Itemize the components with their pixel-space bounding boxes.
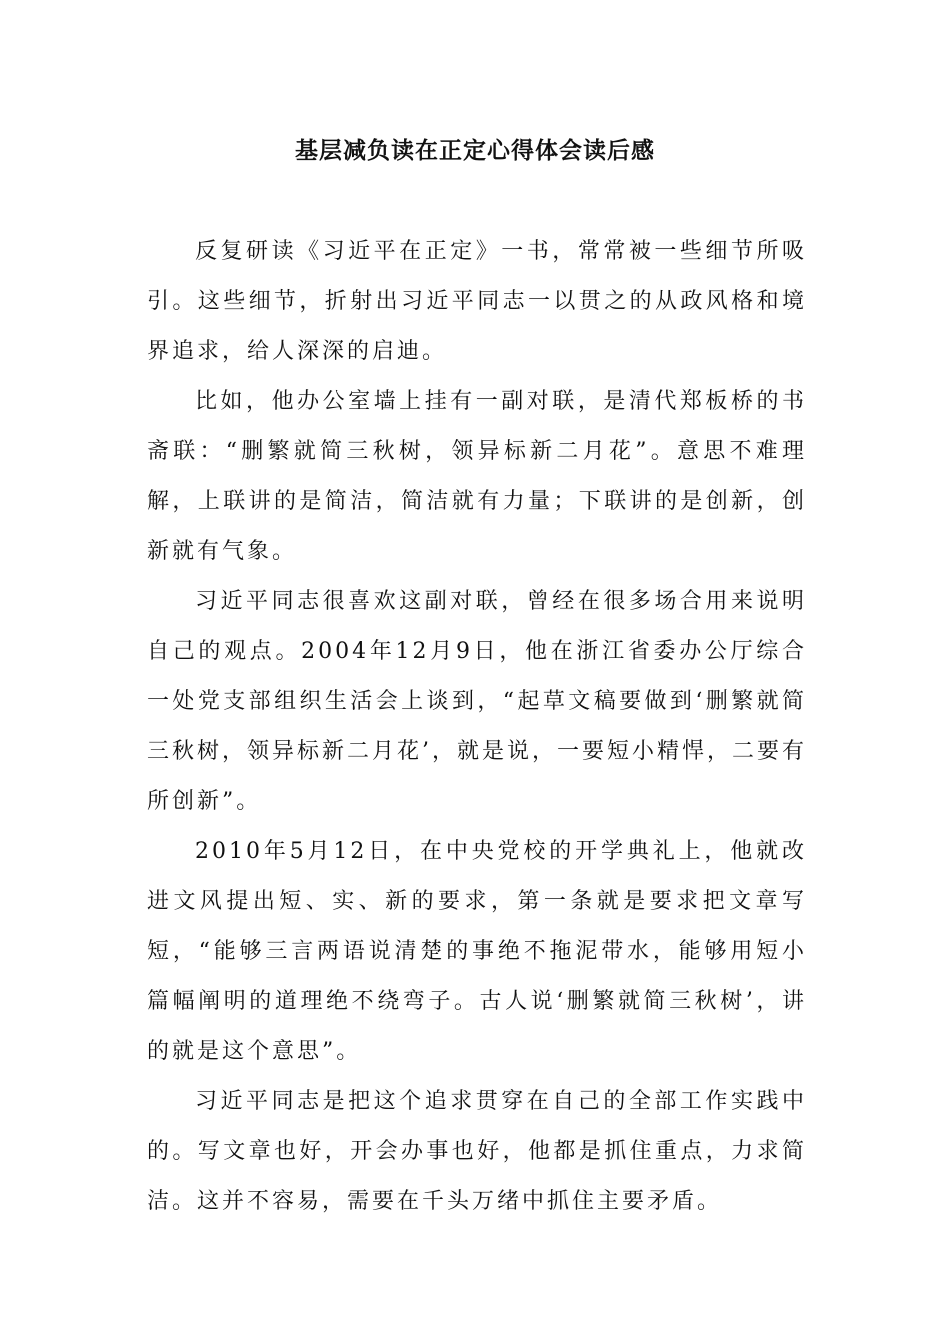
paragraph-3: 习近平同志很喜欢这副对联，曾经在很多场合用来说明自己的观点。2004年12月9日，他在浙江省委办公厅综合一处党支部组织生活会上谈到，“起草文稿要做到‘删繁就简三秋树，领异标新二月花’，就是说，一要短小精悍，二要有所创新”。 — [147, 589, 807, 814]
document-title: 基层减负读在正定心得体会读后感 — [295, 138, 655, 164]
paragraph-5: 习近平同志是把这个追求贯穿在自己的全部工作实践中的。写文章也好，开会办事也好，他都是抓住重点，力求简洁。这并不容易，需要在千头万绪中抓住主要矛盾。 — [147, 1089, 807, 1214]
paragraph-2: 比如，他办公室墙上挂有一副对联，是清代郑板桥的书斋联：“删繁就简三秋树，领异标新二月花”。意思不难理解，上联讲的是简洁，简洁就有力量；下联讲的是创新，创新就有气象。 — [147, 389, 807, 564]
document-body — [147, 227, 807, 1227]
paragraph-4: 2010年5月12日，在中央党校的开学典礼上，他就改进文风提出短、实、新的要求，第一条就是要求把文章写短，“能够三言两语说清楚的事绝不拖泥带水，能够用短小篇幅阐明的道理绝不绕弯子。古人说‘删繁就简三秋树’，讲的就是这个意思”。 — [147, 839, 807, 1064]
paragraph-1: 反复研读《习近平在正定》一书，常常被一些细节所吸引。这些细节，折射出习近平同志一以贯之的从政风格和境界追求，给人深深的启迪。 — [147, 239, 807, 364]
